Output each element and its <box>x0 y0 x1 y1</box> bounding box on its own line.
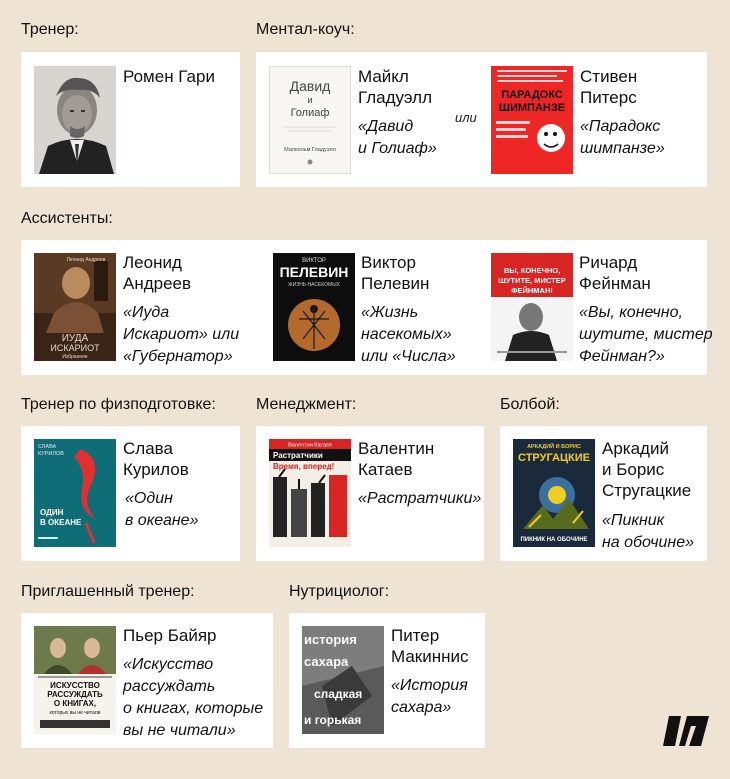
author-name-feynman: Ричард Фейнман <box>579 253 651 293</box>
author-name-mckinnis: Питер Макиннис <box>391 626 469 666</box>
book-title-pelevin: «Жизнь насекомых» или «Числа» <box>361 304 456 365</box>
cover-peters <box>491 66 573 174</box>
cover-pelevin <box>273 253 355 361</box>
cover-feynman-line1: ВЫ, КОНЕЧНО, <box>503 266 561 275</box>
cover-gladwell-line3: Голиаф <box>290 107 330 119</box>
card-bayard[interactable] <box>21 613 273 748</box>
section-assistants: Ассистенты: <box>21 210 113 227</box>
card-kurilov[interactable] <box>21 426 240 561</box>
cover-kurilov <box>34 439 116 547</box>
cover-strugatsky <box>513 439 595 547</box>
cover-strugatsky-line2: СТРУГАЦКИЕ <box>518 452 590 464</box>
book-title-peters: «Парадокс шимпанзе» <box>580 118 665 157</box>
publisher-logo-icon <box>663 716 709 746</box>
cover-gladwell-line1: Давид <box>289 78 331 94</box>
author-name-gary: Ромен Гари <box>123 67 215 86</box>
card-gary[interactable] <box>21 52 240 187</box>
card-kataev[interactable] <box>256 426 484 561</box>
section-fan: Болбой: <box>500 396 560 413</box>
card-mckinnis[interactable] <box>289 613 485 748</box>
book-title-gladwell: «Давид и Голиаф» <box>358 118 437 157</box>
author-name-andreev: Леонид Андреев <box>123 253 192 293</box>
cover-andreev <box>34 253 116 361</box>
cover-mckinnis <box>302 626 384 734</box>
cover-feynman <box>491 253 573 361</box>
cover-andreev-line4: Избранное <box>62 354 88 360</box>
cover-bayard-line4: которых вы не читали <box>49 710 101 716</box>
cover-gladwell-line2: и <box>307 95 313 105</box>
cover-bayard-line3: О КНИГАХ, <box>53 699 97 708</box>
cover-peters-line1: ПАРАДОКС <box>501 89 563 101</box>
book-title-andreev: «Иуда Искариот» или «Губернатор» <box>123 304 240 365</box>
cover-strugatsky-line3: ПИКНИК НА ОБОЧИНЕ <box>520 537 588 543</box>
cover-andreev-line2: ИУДА <box>61 333 89 344</box>
book-title-strugatsky: «Пикник на обочине» <box>602 512 695 551</box>
cover-kataev <box>269 439 351 547</box>
cover-feynman-line3: ФЕЙНМАН! <box>511 286 553 295</box>
book-title-kataev: «Растратчики» <box>358 490 482 507</box>
cover-feynman-line2: ШУТИТЕ, МИСТЕР <box>498 276 566 285</box>
card-assistants[interactable] <box>21 240 713 375</box>
card-mental-coach[interactable] <box>256 52 707 187</box>
cover-kurilov-line4: В ОКЕАНЕ <box>40 518 82 527</box>
cover-kataev-line1: Валентин Катаев <box>288 442 332 449</box>
cover-gladwell <box>269 66 351 174</box>
cover-bayard-line2: РАССУЖДАТЬ <box>47 690 103 699</box>
section-fitness-coach: Тренер по физподготовке: <box>21 396 216 413</box>
author-name-pelevin: Виктор Пелевин <box>361 253 430 293</box>
cover-pelevin-line1: ВИКТОР <box>302 258 326 264</box>
portrait-gary <box>34 66 116 174</box>
book-title-feynman: «Вы, конечно, шутите, мистер Фейнман?» <box>579 304 713 365</box>
book-title-mckinnis: «История сахара» <box>391 677 468 716</box>
cover-strugatsky-line1: АРКАДИЙ И БОРИС <box>527 444 581 450</box>
author-name-kurilov: Слава Курилов <box>123 439 189 479</box>
cover-mckinnis-line3: сладкая <box>314 687 363 701</box>
author-name-kataev: Валентин Катаев <box>358 439 435 479</box>
cover-peters-line2: ШИМПАНЗЕ <box>498 102 566 114</box>
or-label: или <box>455 110 477 125</box>
cover-pelevin-line2: ПЕЛЕВИН <box>279 264 349 280</box>
cover-andreev-line3: ИСКАРИОТ <box>50 343 100 353</box>
cover-bayard <box>34 626 116 734</box>
cover-mckinnis-line1: история <box>304 632 357 647</box>
section-coach: Тренер: <box>21 21 79 38</box>
cover-pelevin-line3: ЖИЗНЬ НАСЕКОМЫХ <box>288 282 340 288</box>
cover-kurilov-line2: КУРИЛОВ <box>38 451 64 457</box>
author-name-gladwell: Майкл Гладуэлл <box>358 67 432 107</box>
cover-kataev-line3: Время, вперед! <box>273 462 335 471</box>
cover-gladwell-line4: Малкольм Гладуэлл <box>284 147 336 153</box>
cover-bayard-line1: ИСКУССТВО <box>50 681 100 690</box>
cover-kataev-line2: Растратчики <box>273 451 323 460</box>
section-nutritionist: Нутрициолог: <box>289 583 390 600</box>
section-guest-coach: Приглашенный тренер: <box>21 583 195 600</box>
section-management: Менеджмент: <box>256 396 357 413</box>
cover-mckinnis-line2: сахара <box>304 654 349 669</box>
author-name-strugatsky: Аркадий и Борис Стругацкие <box>602 439 692 500</box>
cover-andreev-line1: Леонид Андреев <box>66 257 106 263</box>
cover-kurilov-line3: ОДИН <box>40 508 64 517</box>
card-strugatsky[interactable] <box>500 426 707 561</box>
cover-kurilov-line1: СЛАВА <box>38 444 57 450</box>
book-title-kurilov: «Один в океане» <box>125 490 199 529</box>
author-name-bayard: Пьер Байяр <box>123 626 217 645</box>
author-name-peters: Стивен Питерс <box>580 67 638 107</box>
cover-mckinnis-line4: и горькая <box>304 713 362 727</box>
section-mental-coach: Ментал-коуч: <box>256 21 355 38</box>
book-title-bayard: «Искусство рассуждать о книгах, которые вы не читали» <box>123 656 264 739</box>
